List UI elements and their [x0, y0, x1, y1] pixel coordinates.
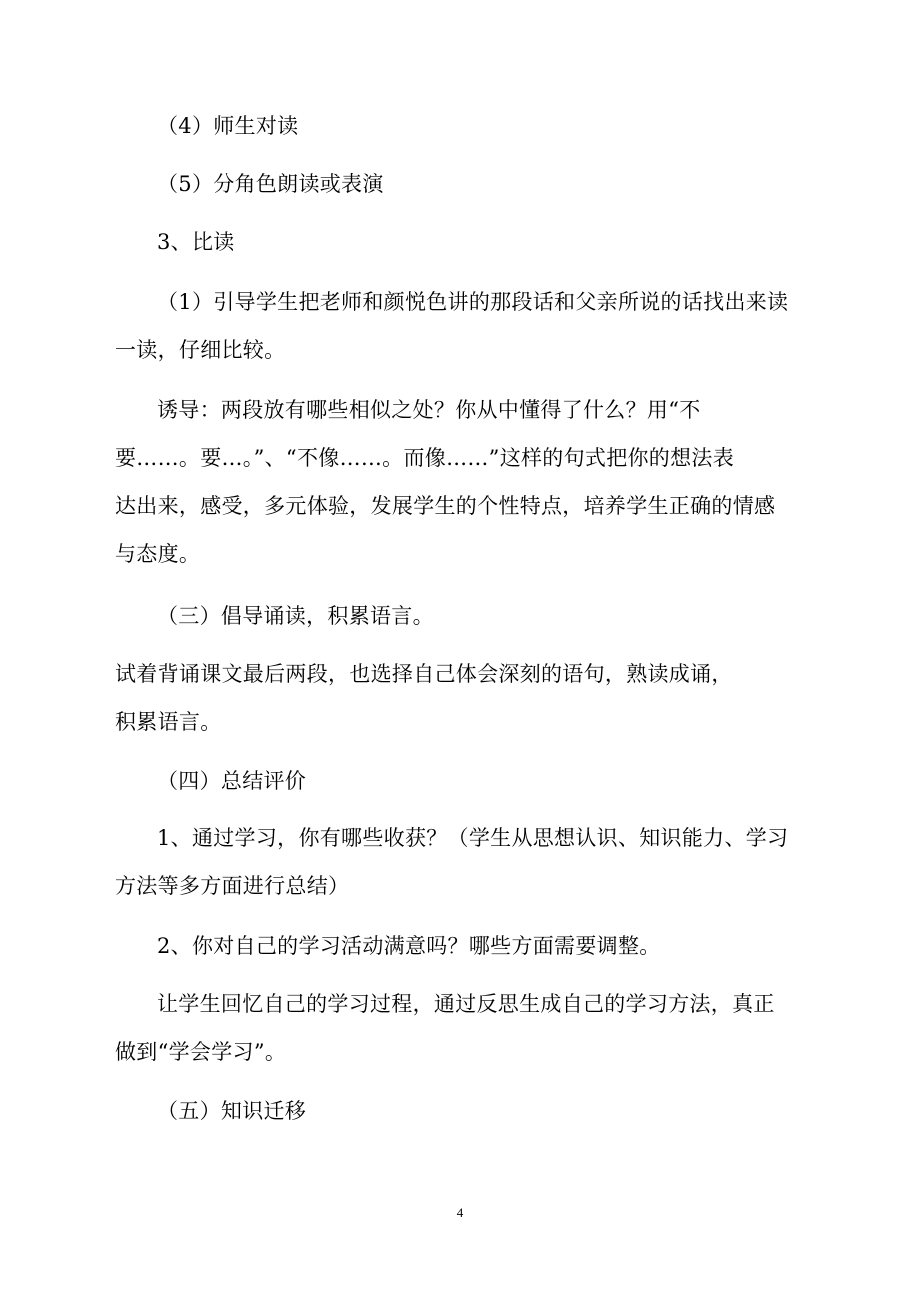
- paragraph-line: 一读，仔细比较。: [115, 338, 286, 362]
- paragraph-line: 让学生回忆自己的学习过程，通过反思生成自己的学习方法，真正: [157, 992, 775, 1016]
- paragraph-teacher-student-reading: [115, 102, 805, 150]
- heading-summary: [115, 757, 805, 805]
- paragraph-line: （5）分角色朗读或表演: [157, 172, 384, 196]
- paragraph-line: （三）倡导诵读，积累语言。: [157, 604, 434, 628]
- paragraph-gains: [115, 814, 805, 910]
- paragraph-line: 达出来，感受，多元体验，发展学生的个性特点，培养学生正确的情感: [115, 494, 776, 518]
- paragraph-line: 试着背诵课文最后两段，也选择自己体会深刻的语句，熟读成诵，: [115, 662, 733, 686]
- paragraph-line: 做到“学会学习”。: [115, 1040, 287, 1064]
- heading-transfer: [115, 1087, 805, 1135]
- page-number: 4: [456, 1205, 464, 1220]
- paragraph-reflection: [115, 980, 805, 1076]
- paragraph-line: 要……。要…。”、“不像……。而像……”这样的句式把你的想法表: [115, 446, 735, 470]
- paragraph-satisfaction: [115, 922, 805, 970]
- paragraph-induce: [115, 386, 805, 578]
- paragraph-line: 3、比读: [157, 230, 235, 254]
- paragraph-line: （五）知识迁移: [157, 1099, 307, 1123]
- paragraph-line: 1、通过学习，你有哪些收获？（学生从思想认识、知识能力、学习: [157, 826, 789, 850]
- heading-recite: [115, 592, 805, 640]
- paragraph-line: 2、你对自己的学习活动满意吗？哪些方面需要调整。: [157, 934, 661, 958]
- heading-compare-reading: [115, 218, 805, 266]
- paragraph-recite-text: [115, 650, 805, 746]
- paragraph-line: 方法等多方面进行总结）: [115, 874, 350, 898]
- paragraph-line: （4）师生对读: [157, 114, 299, 138]
- paragraph-line: （1）引导学生把老师和颜悦色讲的那段话和父亲所说的话找出来读: [157, 290, 789, 314]
- paragraph-line: （四）总结评价: [157, 769, 307, 793]
- paragraph-line: 与态度。: [115, 542, 201, 566]
- paragraph-line: 积累语言。: [115, 710, 222, 734]
- paragraph-guide-compare: [115, 278, 805, 374]
- paragraph-role-reading: [115, 160, 805, 208]
- paragraph-line: 诱导：两段放有哪些相似之处？你从中懂得了什么？用“不: [157, 398, 701, 422]
